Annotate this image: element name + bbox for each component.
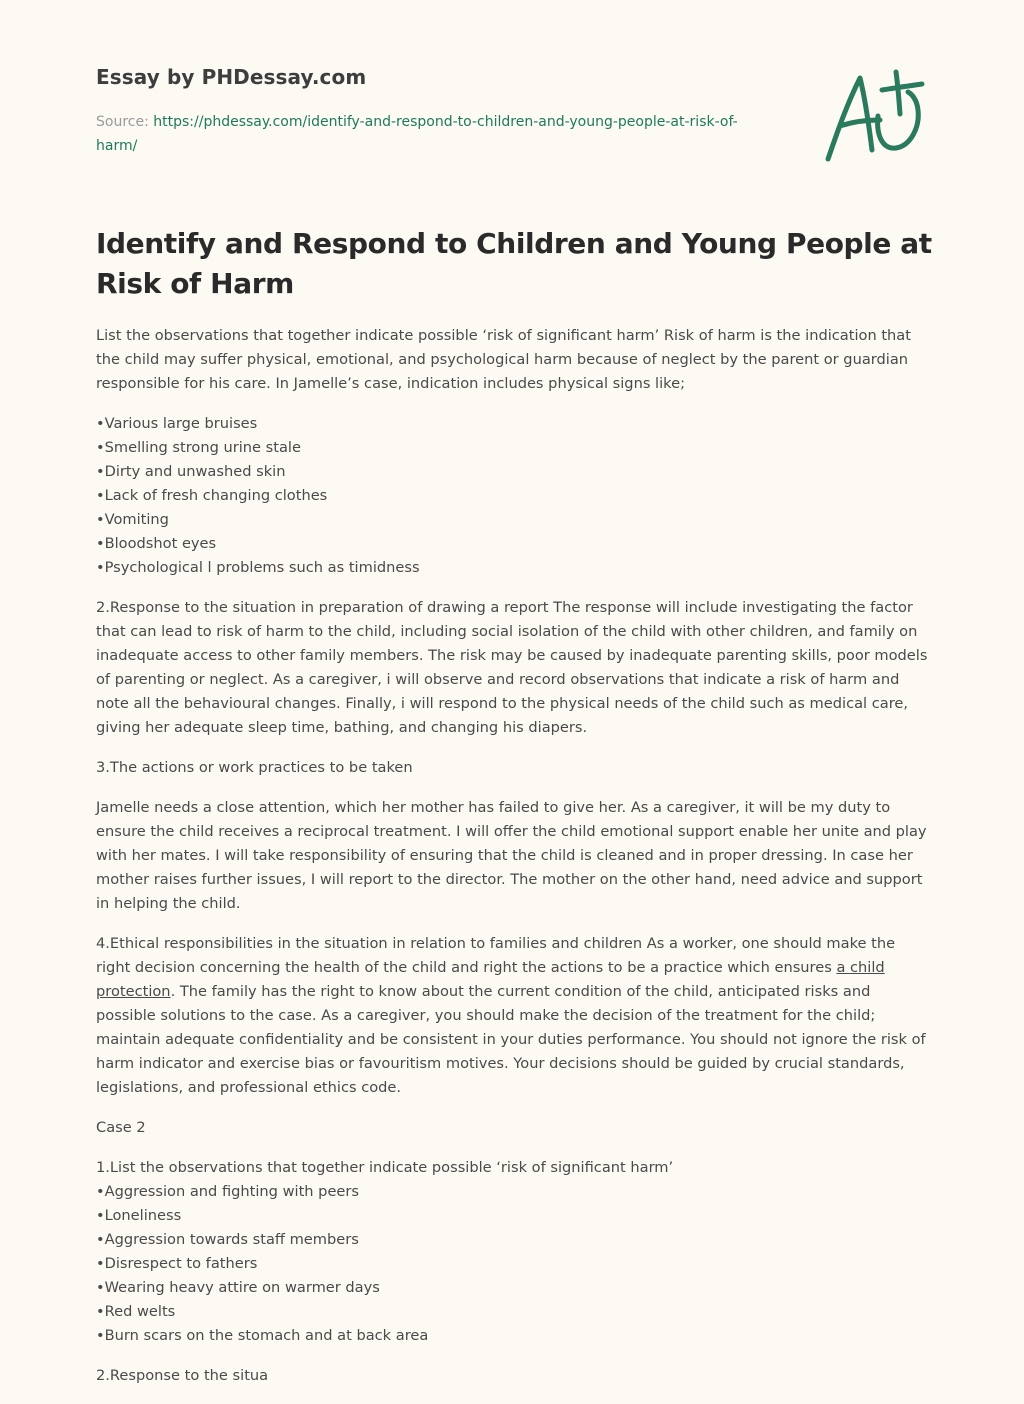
case2-list-heading: 1.List the observations that together indicate possible ‘risk of significant harm’ [96, 1159, 674, 1176]
paragraph-ethics [96, 932, 928, 1100]
source-link[interactable]: https://phdessay.com/identify-and-respond-to-children-and-young-people-at-risk-of-harm/ [96, 114, 738, 154]
list-item: •Red welts [96, 1303, 176, 1320]
list-item: •Various large bruises [96, 415, 258, 432]
ethics-text-before: 4.Ethical responsibilities in the situation in relation to families and children As a worker, one should make the right decision concerning the health of the child and right the actions to be a practice which ensures [96, 935, 896, 976]
list-item: •Dirty and unwashed skin [96, 463, 286, 480]
list-item: •Loneliness [96, 1207, 182, 1224]
list-item: •Vomiting [96, 511, 169, 528]
paragraph-actions: Jamelle needs a close attention, which her mother has failed to give her. As a caregiver, it will be my duty to ensure the child receives a reciprocal treatment. I will offer the child emotional support enable her unite and play with her mates. I will take responsibility of ensuring that the child is cleaned and in proper dressing. In case her mother raises further issues, I will report to the director. The mother on the other hand, need advice and support in helping the child. [96, 799, 927, 912]
list-item: •Aggression and fighting with peers [96, 1183, 360, 1200]
case2-heading: Case 2 [96, 1119, 146, 1136]
a-plus-logo-icon [822, 66, 926, 166]
list-item: •Lack of fresh changing clothes [96, 487, 328, 504]
ethics-text-after: . The family has the right to know about the current condition of the child, anticipated risks and possible solutions to the case. As a caregiver, you should make the decision of the treatment for the child; maintain adequate confidentiality and be consistent in your duties performance. You should not ignore the risk of harm indicator and exercise bias or favouritism motives. Your decisions should be guided by crucial standards, legislations, and professional ethics code. [96, 983, 926, 1096]
list-item: •Wearing heavy attire on warmer days [96, 1279, 380, 1296]
article-title: Identify and Respond to Children and Young People at Risk of Harm [96, 227, 932, 300]
list-item: •Disrespect to fathers [96, 1255, 258, 1272]
paragraph-intro: List the observations that together indicate possible ‘risk of significant harm’ Risk of harm is the indication that the child may suffer physical, emotional, and psychological harm because of neglect by the parent or guardian responsible for his care. In Jamelle’s case, indication includes physical signs like; [96, 327, 911, 392]
list-item: •Smelling strong urine stale [96, 439, 301, 456]
source-label: Source: [96, 114, 154, 130]
source-line [96, 110, 756, 158]
article-body [96, 324, 928, 1404]
list-item: •Burn scars on the stomach and at back area [96, 1327, 429, 1344]
observations-list-case1 [96, 412, 928, 580]
list-item: •Aggression towards staff members [96, 1231, 359, 1248]
child-protection-link[interactable]: a child protection [96, 959, 885, 1000]
paragraph-actions-heading: 3.The actions or work practices to be taken [96, 759, 413, 776]
list-item: •Psychological l problems such as timidness [96, 559, 420, 576]
page-header [96, 62, 756, 158]
brand-title: Essay by PHDessay.com [96, 65, 367, 89]
case2-observations [96, 1156, 928, 1348]
paragraph-truncated: 2.Response to the situa [96, 1367, 269, 1384]
paragraph-response: 2.Response to the situation in preparation of drawing a report The response will include investigating the factor that can lead to risk of harm to the child, including social isolation of the child with other children, and family on inadequate access to other family members. The risk may be caused by inadequate parenting skills, poor models of parenting or neglect. As a caregiver, i will observe and record observations that indicate a risk of harm and note all the behavioural changes. Finally, i will respond to the physical needs of the child such as medical care, giving her adequate sleep time, bathing, and changing his diapers. [96, 599, 928, 736]
list-item: •Bloodshot eyes [96, 535, 217, 552]
